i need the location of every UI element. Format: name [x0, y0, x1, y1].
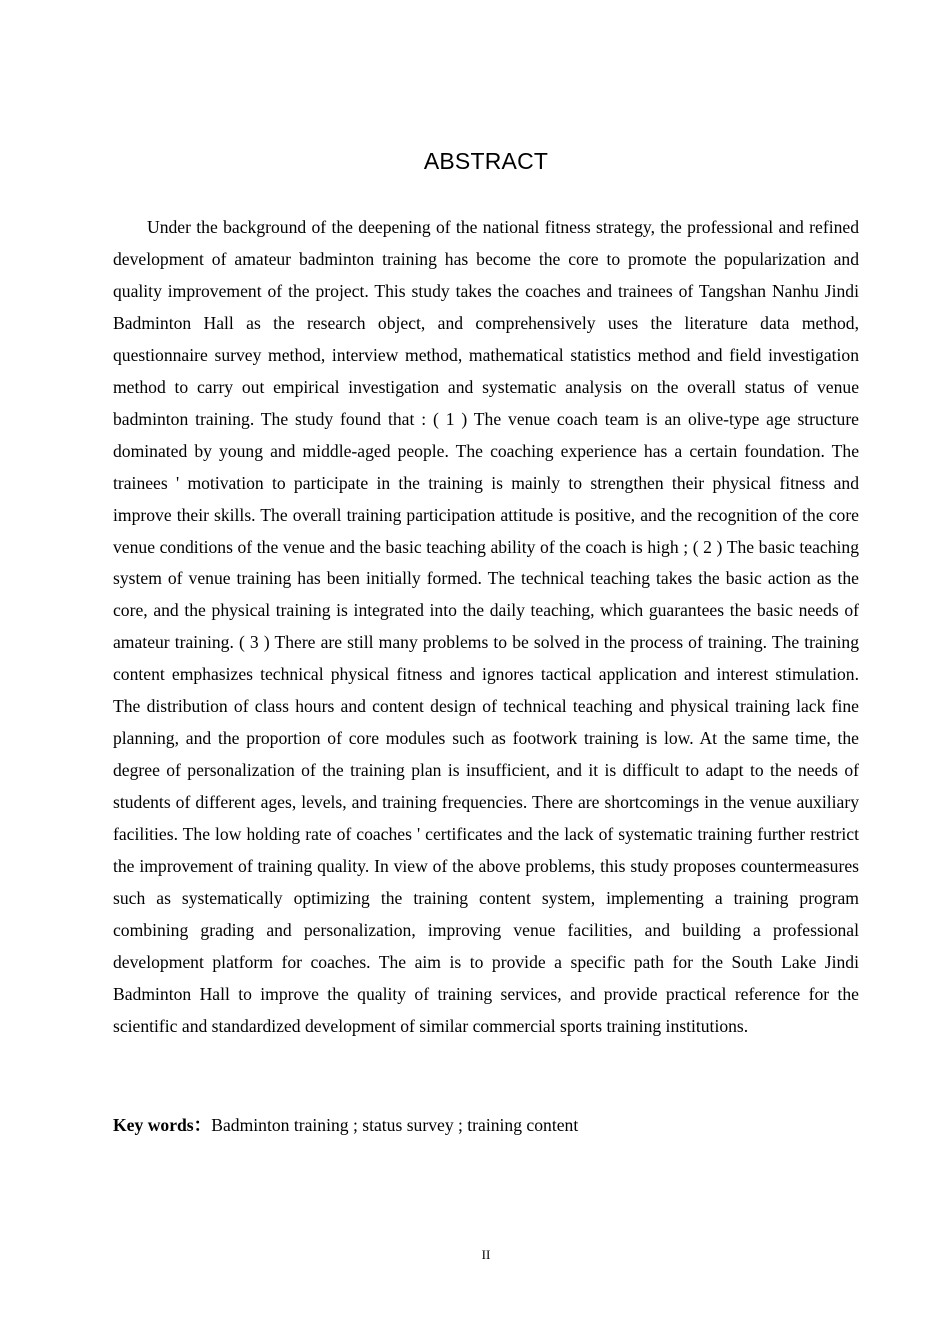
abstract-heading: ABSTRACT	[423, 148, 549, 174]
keywords-line	[113, 1110, 859, 1141]
page-number: II	[481, 1247, 491, 1262]
keywords-text: Badminton training ; status survey ; training content	[211, 1115, 579, 1135]
abstract-body: Under the background of the deepening of the national fitness strategy, the professional and refined development of amateur badminton training has become the core to promote the popularization and quality improvement of the project. This study takes the coaches and trainees of Tangshan Nanhu Jindi Badminton Hall as the research object, and comprehensively uses the literature data method, questionnaire survey method, interview method, mathematical statistics method and field investigation method to carry out empirical investigation and systematic analysis on the overall status of venue badminton training. The study found that : ( 1 ) The venue coach team is an olive-type age structure dominated by young and middle-aged people. The coaching experience has a certain foundation. The trainees ' motivation to participate in the training is mainly to strengthen their physical fitness and improve their skills. The overall training participation attitude is positive, and the recognition of the core venue conditions of the venue and the basic teaching ability of the coach is high ; ( 2 ) The basic teaching system of venue training has been initially formed. The technical teaching takes the basic action as the core, and the physical training is integrated into the daily teaching, which guarantees the basic needs of amateur training. ( 3 ) There are still many problems to be solved in the process of training. The training content emphasizes technical physical fitness and ignores tactical application and interest stimulation. The distribution of class hours and content design of technical teaching and physical training lack fine planning, and the proportion of core modules such as footwork training is low. At the same time, the degree of personalization of the training plan is insufficient, and it is difficult to adapt to the needs of students of different ages, levels, and training frequencies. There are shortcomings in the venue auxiliary facilities. The low holding rate of coaches ' certificates and the lack of systematic training further restrict the improvement of training quality. In view of the above problems, this study proposes countermeasures such as systematically optimizing the training content system, implementing a training program combining grading and personalization, improving venue facilities, and building a professional development platform for coaches. The aim is to provide a specific path for the South Lake Jindi Badminton Hall to improve the quality of training services, and provide practical reference for the scientific and standardized development of similar commercial sports training institutions.	[113, 217, 859, 1036]
keywords-label: Key words：	[113, 1115, 212, 1135]
